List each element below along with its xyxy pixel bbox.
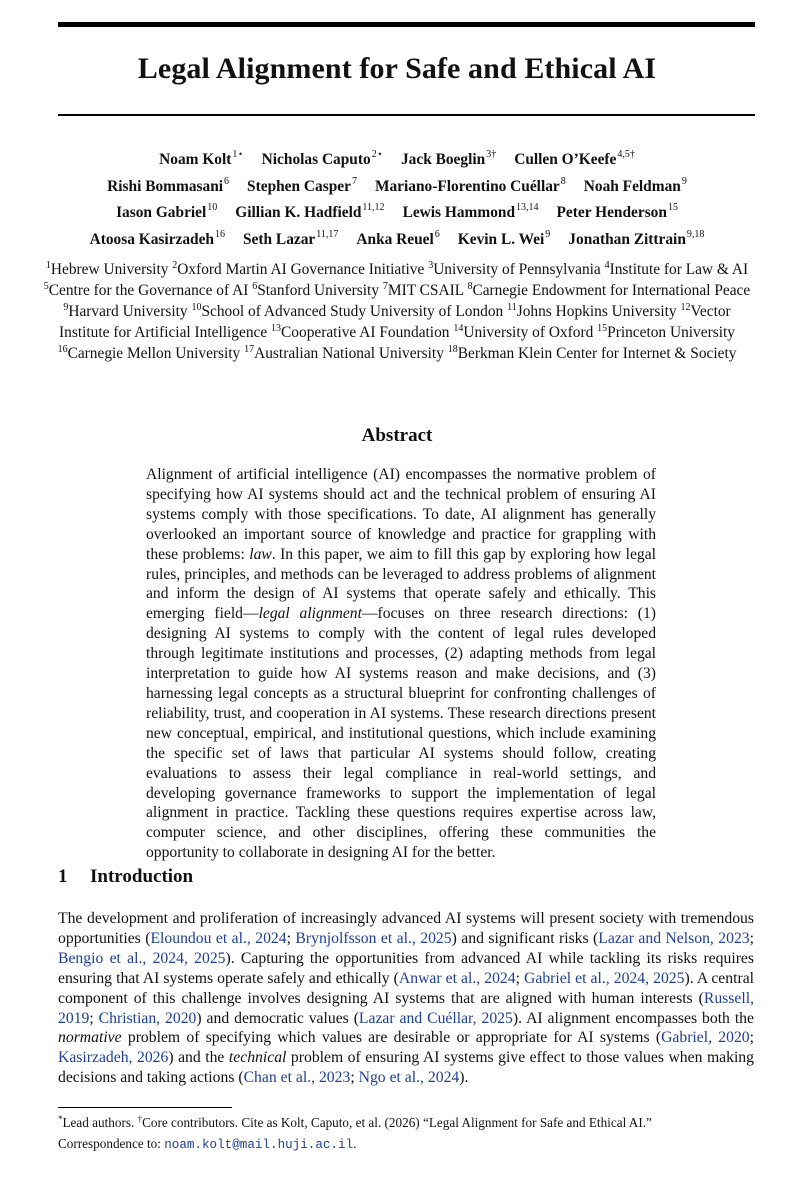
author-affiliation-mark: 15 bbox=[667, 202, 678, 214]
affiliation-number: 15 bbox=[597, 322, 608, 334]
affiliation-name: Institute for Law & AI bbox=[609, 261, 749, 278]
author bbox=[458, 227, 551, 254]
affiliation bbox=[453, 324, 593, 341]
citation-link[interactable]: Lazar and Nelson, 2023 bbox=[598, 929, 750, 947]
section-title: Introduction bbox=[90, 866, 194, 887]
affiliation-name: Australian National University bbox=[254, 344, 444, 362]
citation-link[interactable]: Gabriel, 2020 bbox=[661, 1029, 750, 1047]
citation-link[interactable]: Gabriel et al., 2024, 2025 bbox=[524, 969, 685, 987]
text-run: ; bbox=[350, 1069, 359, 1087]
author-affiliation-mark: 6 bbox=[224, 175, 230, 187]
affiliation-number: 10 bbox=[191, 301, 202, 313]
section-number: 1 bbox=[58, 866, 68, 887]
affiliation-number: 17 bbox=[244, 343, 255, 355]
abstract-heading: Abstract bbox=[361, 425, 433, 446]
affiliation bbox=[58, 345, 241, 362]
author bbox=[584, 174, 687, 201]
author-affiliation-mark: 2⋆ bbox=[371, 149, 383, 160]
citation-link[interactable]: Anwar et al., 2024 bbox=[398, 969, 516, 987]
author-name: Gillian K. Hadfield bbox=[235, 204, 362, 222]
author bbox=[243, 227, 338, 254]
text-run: problem of specifying which values are desirable or appropriate for AI systems ( bbox=[121, 1029, 662, 1047]
author-name: Iason Gabriel bbox=[116, 204, 207, 222]
affiliation-name: Johns Hopkins University bbox=[516, 302, 677, 320]
affiliation bbox=[172, 261, 424, 278]
intro-paragraph bbox=[58, 909, 754, 1088]
text-run: The development and proliferation of increasingly advanced AI systems will present society with tremendous opportunities ( bbox=[58, 910, 754, 947]
text-run: Alignment of artificial intelligence (AI) encompasses the normative problem of specifying how AI systems should act and the technical problem of ensuring AI systems comply with those specifications. To date, AI alignment has generally overlooked an important source of knowledge and practice for grappling with these problems: bbox=[146, 466, 656, 563]
author bbox=[247, 174, 357, 201]
affiliation bbox=[448, 345, 737, 362]
author-name: Mariano-Florentino Cuéllar bbox=[374, 177, 560, 195]
affiliation-number: 3 bbox=[428, 260, 434, 271]
author-name: Cullen O’Keefe bbox=[514, 151, 617, 168]
affiliation-name: Oxford Martin AI Governance Initiative bbox=[177, 261, 425, 278]
title-bottom-rule bbox=[58, 114, 755, 116]
text-run: —focuses on three research directions: (1) designing AI systems to comply with the content of legal rules developed through legitimate institutions and processes, (2) adapting methods from legal interpretation to guide how AI systems reason and make decisions, and (3) harnessing legal concepts as a structural blueprint for confronting challenges of reliability, trust, and cooperation in AI systems. These research directions present new conceptual, empirical, and institutional questions, which include examining the specific set of laws that particular AI systems should follow, creating evaluations to assess their legal compliance in real-world settings, and developing governance frameworks to support the implementation of legal alignment in practice. Tackling these questions requires expertise across law, computer science, and other disciplines, offering these communities the opportunity to collaborate in designing AI for the better. bbox=[146, 605, 656, 862]
author bbox=[557, 200, 678, 227]
citation-link[interactable]: Lazar and Cuéllar, 2025 bbox=[358, 1009, 513, 1027]
text-run: problem of ensuring AI systems give effect to those values when making decisions and taking actions ( bbox=[58, 1049, 754, 1087]
footnote-end: . bbox=[353, 1136, 357, 1151]
core-contributor-note: Core contributors. Cite as Kolt, Caputo, et al. (2026) “Legal Alignment for Safe and Ethical AI.” bbox=[142, 1115, 652, 1130]
author-affiliation-mark: 13,14 bbox=[516, 202, 539, 214]
text-run: ) and the bbox=[168, 1049, 229, 1067]
affiliation-number: 11 bbox=[507, 301, 517, 313]
affiliation bbox=[46, 261, 169, 278]
author-name: Anka Reuel bbox=[356, 231, 434, 249]
text-run: ). Capturing the opportunities from advanced AI while tackling its risks requires ensuring that AI systems operate safely and ethically ( bbox=[58, 949, 754, 987]
author-affiliation-mark: 3† bbox=[486, 149, 497, 160]
correspondence-label: Correspondence to: bbox=[58, 1136, 165, 1151]
affiliation-name: Hebrew University bbox=[50, 261, 169, 278]
emphasis: normative bbox=[58, 1029, 122, 1047]
affiliation-name: Carnegie Endowment for International Peace bbox=[472, 281, 751, 299]
author bbox=[107, 174, 229, 201]
author bbox=[514, 147, 635, 174]
emphasis: legal alignment bbox=[258, 605, 362, 623]
affiliation-number: 6 bbox=[252, 280, 258, 292]
author-affiliation-mark: 9 bbox=[681, 175, 687, 187]
author bbox=[403, 200, 539, 227]
emphasis: technical bbox=[228, 1049, 287, 1067]
affiliation-list bbox=[40, 260, 754, 365]
core-contributor-mark: † bbox=[137, 1114, 143, 1124]
author-affiliation-mark: 16 bbox=[215, 229, 225, 241]
author bbox=[401, 147, 496, 174]
affiliation-name: Centre for the Governance of AI bbox=[48, 281, 249, 299]
title-top-rule bbox=[58, 22, 755, 27]
lead-author-note: Lead authors. bbox=[62, 1115, 138, 1130]
author-name: Kevin L. Wei bbox=[457, 231, 545, 249]
author-name: Atoosa Kasirzadeh bbox=[89, 231, 214, 249]
affiliation-number: 7 bbox=[382, 280, 388, 292]
affiliation-name: University of Pennsylvania bbox=[433, 261, 601, 278]
footnote bbox=[58, 1112, 758, 1156]
text-run: ). AI alignment encompasses both the bbox=[512, 1009, 754, 1027]
citation-link[interactable]: Bengio et al., 2024, 2025 bbox=[58, 949, 226, 967]
author-list bbox=[40, 147, 754, 254]
affiliation bbox=[383, 282, 464, 299]
author-name: Peter Henderson bbox=[556, 204, 667, 222]
citation-link[interactable]: Brynjolfsson et al., 2025 bbox=[295, 929, 452, 947]
author-affiliation-mark: 9 bbox=[545, 229, 551, 241]
author-name: Jonathan Zittrain bbox=[568, 231, 686, 249]
citation-link[interactable]: Kasirzadeh, 2026 bbox=[58, 1049, 169, 1067]
affiliation-number: 8 bbox=[467, 280, 473, 292]
author-affiliation-mark: 6 bbox=[434, 229, 440, 241]
affiliation-number: 9 bbox=[63, 301, 69, 313]
affiliation-number: 14 bbox=[453, 322, 464, 334]
author bbox=[90, 227, 225, 254]
paper-title: Legal Alignment for Safe and Ethical AI bbox=[137, 52, 657, 85]
author-name: Nicholas Caputo bbox=[261, 151, 371, 168]
affiliation-name: Vector Institute for Artificial Intelligence bbox=[59, 302, 731, 341]
text-run: ; bbox=[515, 969, 525, 987]
affiliation-number: 13 bbox=[271, 322, 282, 334]
author bbox=[375, 174, 566, 201]
text-run: ; bbox=[749, 1029, 755, 1047]
correspondence-email-link[interactable]: noam.kolt@mail.huji.ac.il bbox=[164, 1138, 354, 1152]
author bbox=[116, 200, 217, 227]
affiliation bbox=[44, 282, 249, 299]
affiliation bbox=[63, 303, 187, 320]
author-name: Seth Lazar bbox=[243, 231, 316, 249]
footnote-line-2 bbox=[58, 1133, 758, 1156]
affiliation bbox=[507, 303, 677, 320]
affiliation-name: Carnegie Mellon University bbox=[67, 344, 241, 362]
text-run: ) and significant risks ( bbox=[451, 929, 599, 947]
affiliation-name: Princeton University bbox=[607, 323, 735, 341]
author-name: Lewis Hammond bbox=[402, 204, 516, 222]
citation-link[interactable]: Ngo et al., 2024 bbox=[358, 1069, 460, 1087]
author-affiliation-mark: 11,12 bbox=[362, 202, 385, 214]
abstract-text bbox=[146, 465, 656, 863]
author-affiliation-mark: 10 bbox=[207, 202, 218, 214]
author bbox=[262, 147, 383, 174]
emphasis: law bbox=[249, 545, 272, 563]
citation-link[interactable]: Chan et al., 2023 bbox=[243, 1069, 351, 1087]
author bbox=[356, 227, 439, 254]
footnote-line-1 bbox=[58, 1112, 758, 1133]
affiliation bbox=[252, 282, 379, 299]
author-affiliation-mark: 4,5† bbox=[617, 149, 635, 160]
text-run: . In this paper, we aim to fill this gap by exploring how legal rules, principles, and methods can be leveraged to address problems of alignment and inform the design of AI systems that operate safely and ethically. This emerging field— bbox=[146, 545, 656, 623]
affiliation-number: 4 bbox=[604, 260, 610, 271]
author-name: Stephen Casper bbox=[247, 177, 351, 195]
author-name: Noah Feldman bbox=[583, 177, 681, 195]
affiliation-number: 2 bbox=[172, 260, 178, 271]
affiliation-name: Stanford University bbox=[257, 281, 380, 299]
affiliation-number: 18 bbox=[447, 343, 458, 355]
text-run: ; bbox=[89, 1009, 99, 1027]
author-affiliation-mark: 11,17 bbox=[316, 229, 339, 241]
affiliation bbox=[467, 282, 750, 299]
text-run: ). A central component of this challenge involves designing AI systems that are aligned with human interests ( bbox=[58, 969, 755, 1007]
affiliation-number: 5 bbox=[43, 280, 49, 292]
affiliation-number: 1 bbox=[45, 260, 51, 271]
author-affiliation-mark: 9,18 bbox=[686, 229, 705, 241]
citation-link[interactable]: Russell, 2019 bbox=[58, 989, 754, 1027]
citation-link[interactable]: Christian, 2020 bbox=[98, 1009, 197, 1027]
affiliation bbox=[428, 261, 601, 278]
author-name: Rishi Bommasani bbox=[107, 177, 224, 195]
author bbox=[235, 200, 384, 227]
author-affiliation-mark: 7 bbox=[351, 175, 357, 187]
section-heading bbox=[58, 866, 193, 888]
affiliation bbox=[271, 324, 449, 341]
affiliation-name: Cooperative AI Foundation bbox=[281, 323, 450, 341]
text-run: ; bbox=[749, 929, 755, 947]
author-affiliation-mark: 1⋆ bbox=[232, 149, 244, 160]
author-name: Noam Kolt bbox=[159, 151, 232, 168]
affiliation-number: 16 bbox=[57, 343, 68, 355]
affiliation-name: MIT CSAIL bbox=[387, 281, 464, 299]
citation-link[interactable]: Eloundou et al., 2024 bbox=[150, 929, 287, 947]
affiliation-name: School of Advanced Study University of London bbox=[201, 302, 504, 320]
text-run: ) and democratic values ( bbox=[196, 1009, 359, 1027]
affiliation bbox=[244, 345, 444, 362]
footnote-rule bbox=[58, 1107, 232, 1108]
author bbox=[159, 147, 244, 174]
affiliation-name: Harvard University bbox=[68, 302, 188, 320]
text-run: ). bbox=[459, 1069, 469, 1087]
affiliation bbox=[597, 324, 735, 341]
affiliation-number: 12 bbox=[680, 301, 691, 313]
affiliation bbox=[191, 303, 503, 320]
author bbox=[568, 227, 704, 254]
author-name: Jack Boeglin bbox=[400, 151, 486, 168]
affiliation bbox=[605, 261, 749, 278]
affiliation-name: University of Oxford bbox=[463, 323, 594, 341]
author-affiliation-mark: 8 bbox=[560, 175, 566, 187]
text-run: ; bbox=[286, 929, 296, 947]
affiliation-name: Berkman Klein Center for Internet & Society bbox=[457, 344, 737, 362]
lead-author-mark: * bbox=[58, 1114, 63, 1124]
